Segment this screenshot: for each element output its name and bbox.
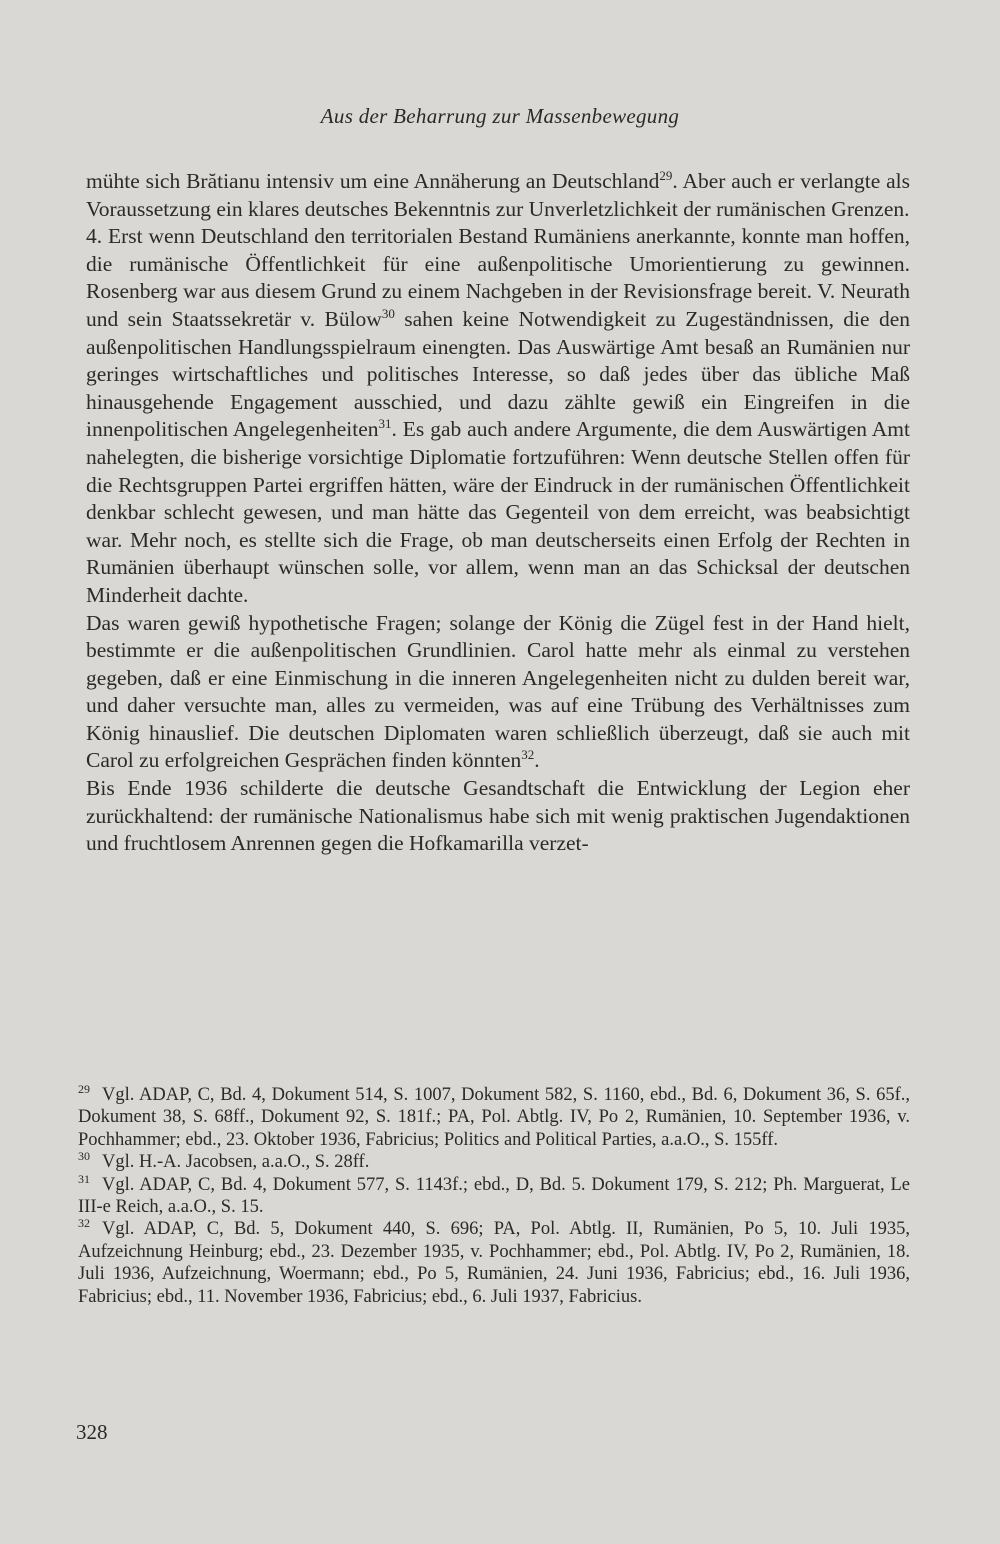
footnote-31: [78, 1171, 910, 1219]
running-title: Aus der Beharrung zur Massenbewegung: [320, 104, 680, 128]
footnote-30: [78, 1151, 910, 1173]
page-number: 328: [76, 1420, 108, 1444]
paragraph-2-text-a: 4. Erst wenn Deutschland den territorialen Bestand Rumäniens anerkannte, konnte man hoffen, die rumänische Öffentlichkeit für eine außenpolitische Umorientierung zu gewinnen. Rosenberg war aus diesem Grund zu einem Nachgeben in der Revisionsfrage bereit. V. Neurath und sein Staatssekretär v. Bülow: [86, 224, 910, 331]
paragraph-1-text-b: . Aber auch er verlangte als Voraussetzung ein klares deutsches Bekenntnis zur Unverletzlichkeit der rumänischen Grenzen.: [86, 169, 910, 221]
paragraph-1: [86, 168, 910, 223]
paragraph-4: Bis Ende 1936 schilderte die deutsche Gesandtschaft die Entwicklung der Legion eher zurückhaltend: der rumänische Nationalismus habe sich mit wenig praktischen Jugendaktionen und fruchtlosem Anrennen gegen die Hofkamarilla verzet-: [86, 776, 910, 856]
footnote-text: Vgl. ADAP, C, Bd. 5, Dokument 440, S. 696; PA, Pol. Abtlg. II, Rumänien, Po 5, 10. Juli 1935, Aufzeichnung Heinburg; ebd., 23. Dezember 1935, v. Pochhammer; ebd., Pol. Abtlg. IV, Po 2, Rumänien, 18. Juli 1936, Aufzeichnung, Woermann; ebd., Po 5, Rumänien, 24. Juni 1936, Fabricius; ebd., 16. Juli 1936, Fabricius; ebd., 11. November 1936, Fabricius; ebd., 6. Juli 1937, Fabricius.: [78, 1219, 910, 1307]
footnote-32: [78, 1218, 910, 1308]
footnote-text: Vgl. ADAP, C, Bd. 4, Dokument 577, S. 1143f.; ebd., D, Bd. 5. Dokument 179, S. 212; Ph. Marguerat, Le III-e Reich, a.a.O., S. 15.: [78, 1174, 910, 1218]
paragraph-3: [86, 610, 910, 776]
footnote-number: 31: [78, 1171, 90, 1186]
paragraph-1-text-a: mühte sich Brătianu intensiv um eine Annäherung an Deutschland: [86, 169, 660, 193]
paragraph-2-text-c: . Es gab auch andere Argumente, die dem Auswärtigen Amt nahelegten, die bisherige vorsichtige Diplomatie fortzuführen: Wenn deutsche Stellen offen für die Rechtsgruppen Partei ergriffen hätten, wäre der Eindruck in der rumänischen Öffentlichkeit denkbar schlecht gewesen, und man hätte das Gegenteil von dem erreicht, was beabsichtigt war. Mehr noch, es stellte sich die Frage, ob man deutscherseits einen Erfolg der Rechten in Rumänien überhaupt wünschen solle, vor allem, wenn man an das Schicksal der deutschen Minderheit dachte.: [86, 417, 910, 607]
footnote-ref-32: 32: [521, 747, 535, 763]
paragraph-3-text-b: .: [534, 748, 540, 773]
footnote-text: Vgl. H.-A. Jacobsen, a.a.O., S. 28ff.: [102, 1152, 370, 1173]
footnote-ref-31: 31: [378, 416, 392, 432]
footnote-ref-29: 29: [659, 168, 673, 183]
footnote-ref-30: 30: [381, 305, 395, 321]
footnote-29: [78, 1084, 910, 1151]
paragraph-3-text-a: Das waren gewiß hypothetische Fragen; solange der König die Zügel fest in der Hand hielt, bestimmte er die außenpolitischen Grundlinien. Carol hatte mehr als einmal zu verstehen gegeben, daß er eine Einmischung in die inneren Angelegenheiten nicht zu dulden bereit war, und daher versuchte man, alles zu vermeiden, was auf eine Trübung des Verhältnisses zum König hinauslief. Die deutschen Diplomaten waren schließlich überzeugt, daß sie auch mit Carol zu erfolgreichen Gesprächen finden könnten: [86, 610, 910, 773]
paragraph-2-text-b: sahen keine Notwendigkeit zu Zugeständnissen, die den außenpolitischen Handlungsspielraum einengten. Das Auswärtige Amt besaß an Rumänien nur geringes wirtschaftliches und politisches Interesse, so daß jedes über das übliche Maß hinausgehende Engagement ausschied, und dazu zählte gewiß ein Eingreifen in die innenpolitischen Angelegenheiten: [86, 306, 910, 442]
footnote-number: 32: [78, 1216, 90, 1231]
footnote-text: Vgl. ADAP, C, Bd. 4, Dokument 514, S. 1007, Dokument 582, S. 1160, ebd., Bd. 6, Dokument 36, S. 65f., Dokument 38, S. 68ff., Dokument 92, S. 181f.; PA, Pol. Abtlg. IV, Po 2, Rumänien, 10. September 1936, v. Pochhammer; ebd., 23. Oktober 1936, Fabricius; Politics and Political Parties, a.a.O., S. 155ff.: [78, 1085, 910, 1150]
main-text: [86, 168, 910, 858]
footnote-number: 30: [78, 1149, 90, 1164]
footnote-number: 29: [78, 1082, 90, 1096]
paragraph-2: [86, 223, 910, 609]
footnotes: [78, 1084, 910, 1308]
